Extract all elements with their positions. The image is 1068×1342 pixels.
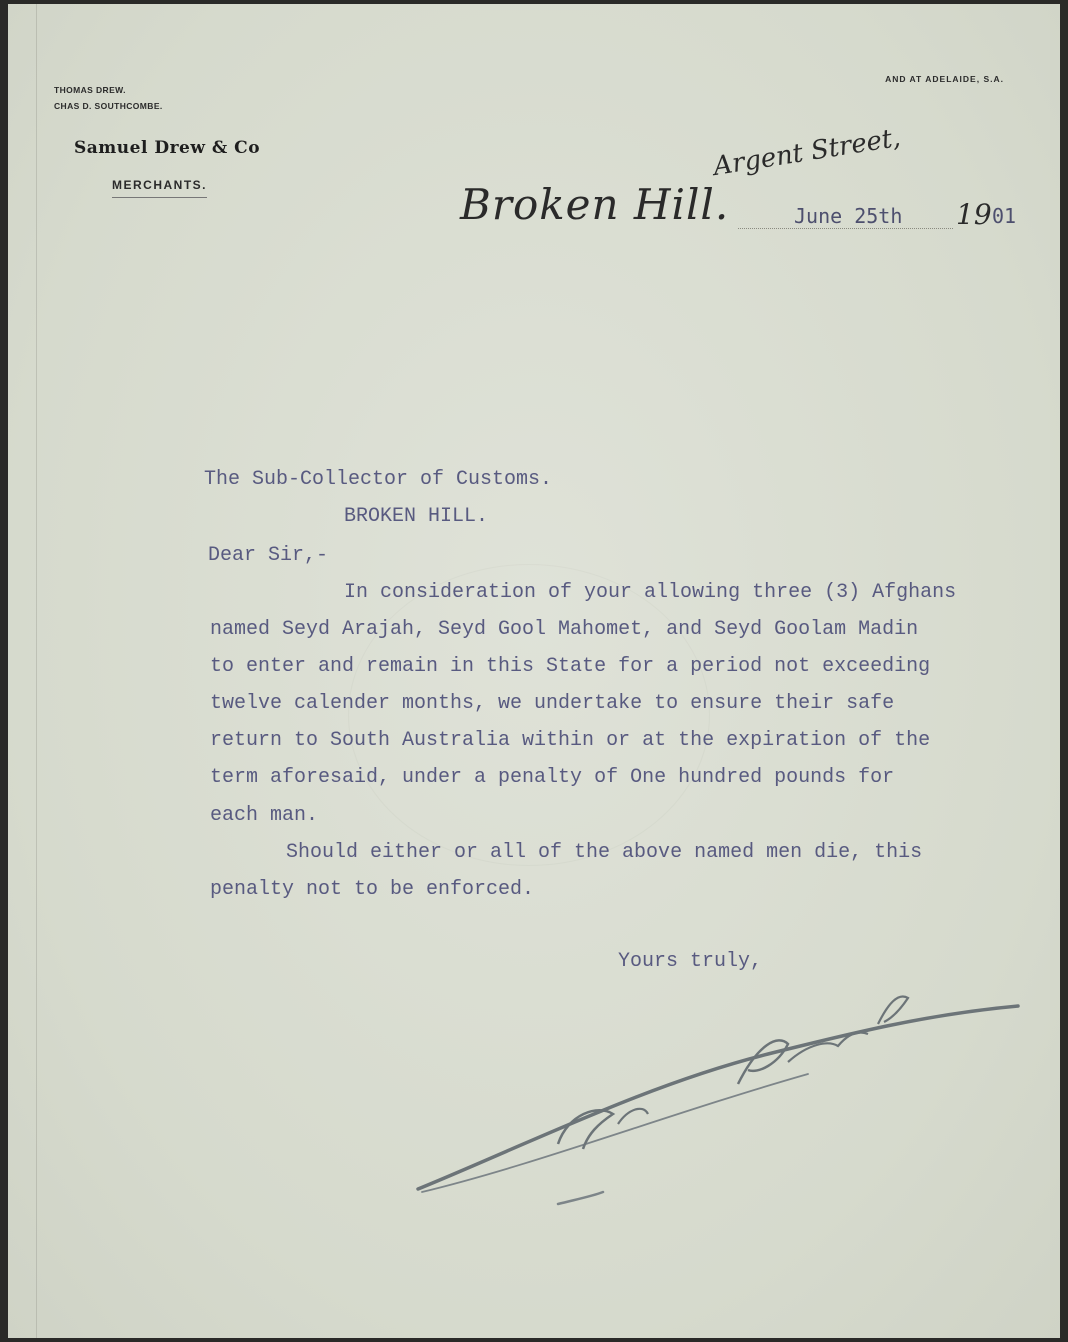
recipient-title: The Sub-Collector of Customs. (204, 468, 553, 491)
body-line: term aforesaid, under a penalty of One hundred pounds for (210, 766, 895, 789)
letterhead-partners (54, 82, 163, 114)
closing: Yours truly, (618, 950, 763, 973)
body-line: Should either or all of the above named men die, this (286, 841, 923, 864)
body-line: return to South Australia within or at the expiration of the (210, 729, 931, 752)
letterhead-firm-name: Samuel Drew & Co (74, 138, 261, 158)
letter-page (8, 4, 1060, 1338)
body-line: penalty not to be enforced. (210, 878, 535, 901)
letter-year-printed: 19 (956, 198, 992, 231)
partner-name-1: THOMAS DREW. (54, 85, 126, 95)
letter-date: June 25th (794, 204, 903, 228)
date-rule (738, 228, 953, 229)
body-line: each man. (210, 804, 319, 827)
letterhead-city: Broken Hill. (460, 180, 730, 229)
body-line: In consideration of your allowing three (3) Afghans (344, 581, 957, 604)
letterhead-firm-role: MERCHANTS. (112, 178, 207, 198)
letter-year-typed: 01 (992, 204, 1017, 228)
salutation: Dear Sir,- (208, 544, 329, 567)
page-margin-line (36, 4, 37, 1338)
body-line: to enter and remain in this State for a period not exceeding (210, 655, 931, 678)
letterhead-branch: AND AT ADELAIDE, S.A. (885, 74, 1004, 84)
letterhead-street: Argent Street, (711, 122, 903, 182)
body-line: named Seyd Arajah, Seyd Gool Mahomet, and Seyd Goolam Madin (210, 618, 919, 641)
signature-scrawl (408, 974, 1028, 1214)
recipient-city: BROKEN HILL. (344, 505, 489, 528)
body-line: twelve calender months, we undertake to ensure their safe (210, 692, 895, 715)
paper-watermark-stain (348, 564, 710, 866)
partner-name-2: CHAS D. SOUTHCOMBE. (54, 101, 163, 111)
